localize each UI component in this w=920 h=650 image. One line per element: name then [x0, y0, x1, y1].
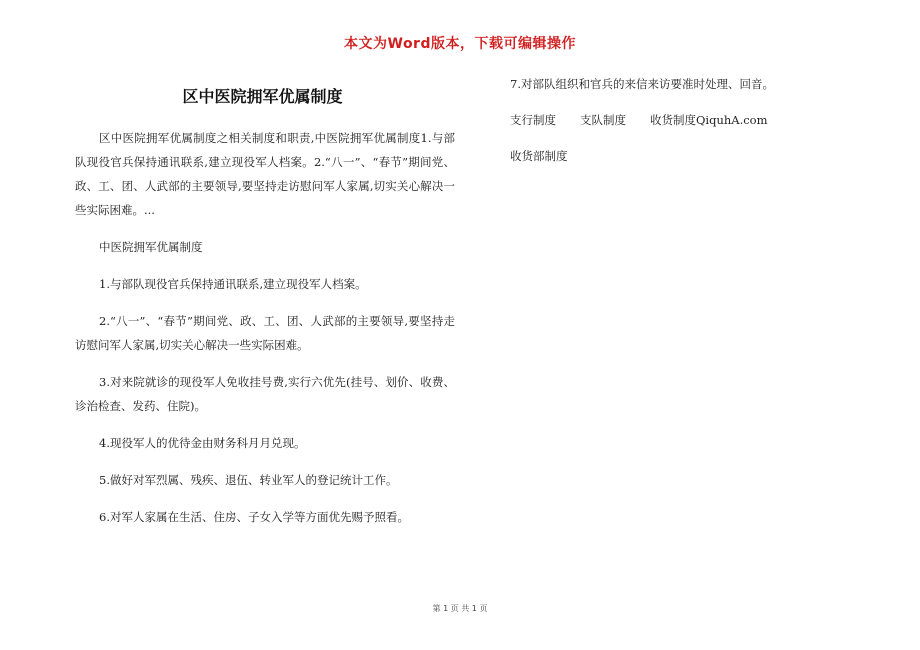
page-number-footer: 第 1 页 共 1 页 [432, 604, 488, 613]
download-banner: 本文为Word版本，下载可编辑操作 [344, 36, 576, 52]
rule-item-1: 1.与部队现役官兵保持通讯联系,建立现役军人档案。 [99, 277, 367, 291]
left-column [75, 126, 455, 542]
rule-item-2: 2.“八一”、“春节”期间党、政、工、团、人武部的主要领导,要坚持走访慰问军人家属,切实关心解决一些实际困难。 [75, 314, 455, 352]
right-column [510, 72, 850, 180]
related-links [510, 108, 850, 132]
rule-item-5: 5.做好对军烈属、残疾、退伍、转业军人的登记统计工作。 [99, 473, 398, 487]
related-link-1[interactable]: 支行制度 [510, 113, 556, 127]
related-link-3[interactable]: 收货制度QiquhA.com [650, 113, 768, 127]
rule-item-7: 7.对部队组织和官兵的来信来访要准时处理、回音。 [510, 77, 774, 91]
rule-item-3: 3.对来院就诊的现役军人免收挂号费,实行六优先(挂号、划价、收费、诊治检查、发药、住院)。 [75, 375, 455, 413]
intro-paragraph: 区中医院拥军优属制度之相关制度和职责,中医院拥军优属制度1.与部队现役官兵保持通讯联系,建立现役军人档案。2.“八一”、“春节”期间党、政、工、团、人武部的主要领导,要坚持走访慰问军人家属,切实关心解决一些实际困难。... [75, 131, 455, 217]
subheading: 中医院拥军优属制度 [99, 240, 203, 254]
related-link-2[interactable]: 支队制度 [580, 113, 626, 127]
rule-item-4: 4.现役军人的优待金由财务科月月兑现。 [99, 436, 306, 450]
rule-item-6: 6.对军人家属在生活、住房、子女入学等方面优先赐予照看。 [99, 510, 409, 524]
related-link-4[interactable]: 收货部制度 [510, 149, 568, 163]
document-title: 区中医院拥军优属制度 [182, 87, 343, 106]
